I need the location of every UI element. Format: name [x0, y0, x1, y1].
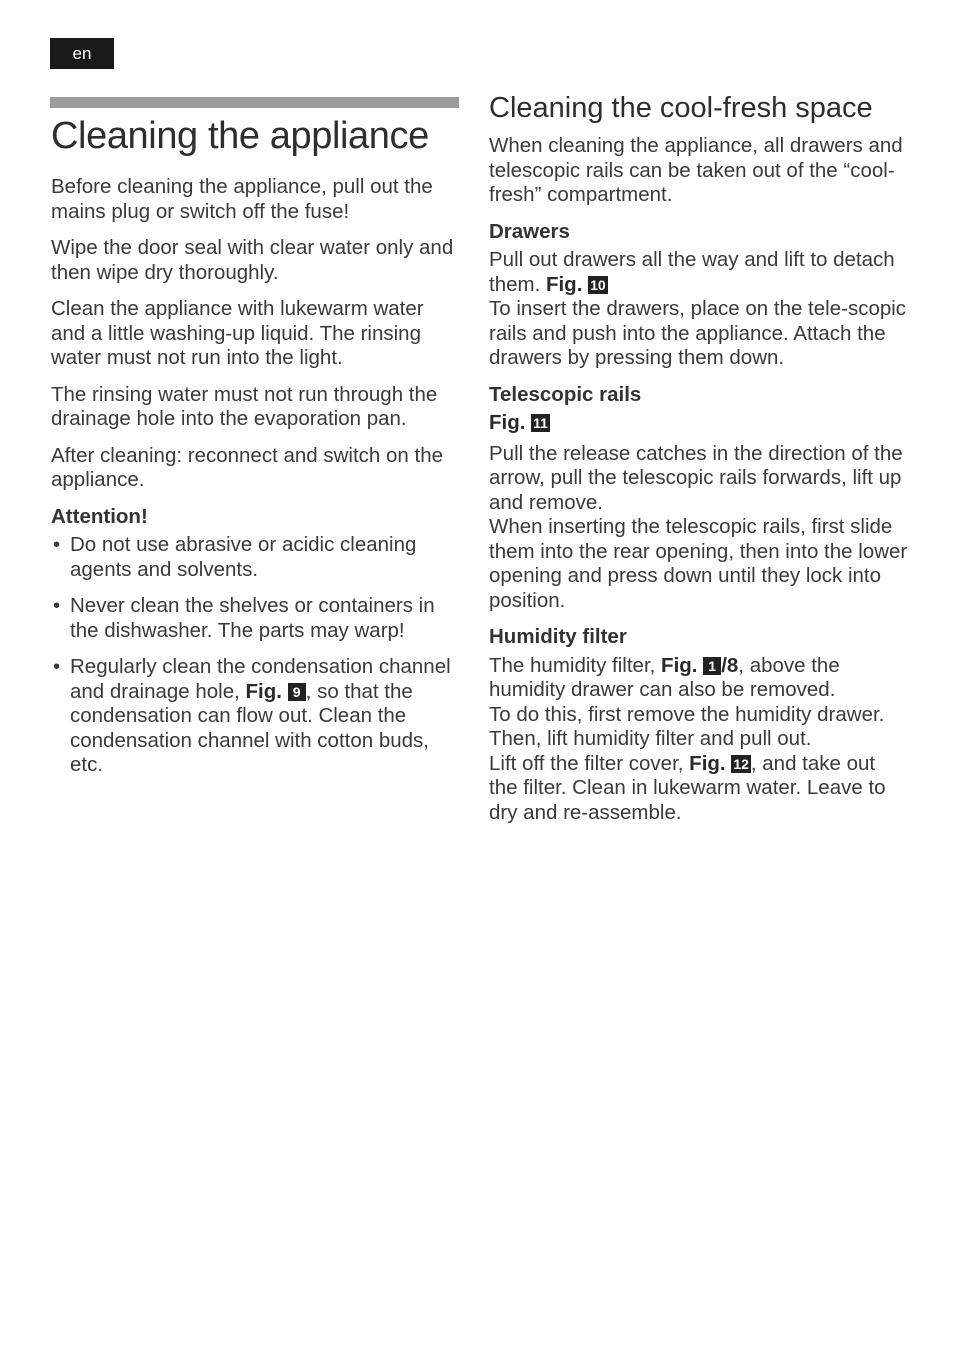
rails-fig-line [489, 411, 909, 436]
section-title: Cleaning the cool-fresh space [489, 92, 873, 124]
attention-heading: Attention! [51, 504, 148, 528]
humidity-text: , above the humidity drawer can also be removed. [489, 653, 840, 702]
attention-list [51, 533, 461, 778]
fig-label: Fig. [545, 272, 583, 296]
rails-insert-paragraph: When inserting the telescopic rails, first slide them into the rear opening, then into the lower opening and press down until they lock into position. [489, 515, 908, 612]
fig-number-badge: 10 [590, 276, 606, 293]
section-rule [50, 97, 459, 108]
rails-heading: Telescopic rails [489, 382, 642, 406]
paragraph-lukewarm: Clean the appliance with lukewarm water and a little washing-up liquid. The rinsing water must not run into the light. [51, 297, 424, 370]
left-column [51, 112, 461, 790]
fig-number-badge: 12 [733, 755, 749, 772]
humidity-paragraph [489, 654, 909, 703]
list-item [51, 594, 461, 643]
humidity-text: Lift off the filter cover, [489, 751, 690, 775]
paragraph-unplug: Before cleaning the appliance, pull out the mains plug or switch off the fuse! [51, 175, 433, 223]
page-title: Cleaning the appliance [51, 115, 429, 157]
fig-label: Fig. [689, 751, 726, 775]
humidity-text: The humidity filter, [489, 653, 662, 677]
fig-number-badge: 9 [288, 683, 306, 701]
humidity-section [489, 654, 909, 826]
list-item [51, 655, 461, 778]
list-item-text: Do not use abrasive or acidic cleaning agents and solvents. [70, 533, 417, 581]
paragraph-reconnect: After cleaning: reconnect and switch on the appliance. [51, 443, 444, 492]
fig-label: Fig. [661, 653, 698, 677]
humidity-text: , and take out the filter. Clean in lukewarm water. Leave to dry and re-assemble. [489, 751, 886, 824]
humidity-heading: Humidity filter [489, 625, 627, 649]
paragraph-drainage: The rinsing water must not run through the drainage hole into the evaporation pan. [51, 382, 438, 431]
drawers-heading: Drawers [489, 219, 570, 243]
bullet-icon: • [53, 594, 61, 618]
rails-section [489, 442, 909, 614]
list-item-text: Regularly clean the condensation channel and drainage hole, [70, 655, 451, 703]
humidity-cover-paragraph [489, 752, 909, 826]
fig-number-badge: 11 [533, 415, 548, 432]
fig-number-badge: 1 [703, 657, 721, 675]
drawers-text: Pull out drawers all the way and lift to detach them. [489, 248, 895, 296]
fig-label: Fig. [489, 411, 526, 435]
list-item-text: , so that the condensation can flow out. Clean the condensation channel with cotton buds, etc. [70, 679, 430, 777]
drawers-insert-paragraph: To insert the drawers, place on the tele-scopic rails and push into the appliance. Attach the drawers by pressing them down. [489, 297, 907, 370]
bullet-icon: • [53, 655, 61, 679]
fig-label: Fig. [245, 679, 282, 703]
fig-suffix: /8 [721, 653, 739, 677]
rails-paragraph: Pull the release catches in the direction of the arrow, pull the telescopic rails forwards, lift up and remove. [489, 441, 903, 514]
list-item-text: Never clean the shelves or containers in the dishwasher. The parts may warp! [70, 594, 435, 642]
drawers-paragraph [489, 248, 909, 297]
list-item [51, 533, 461, 582]
intro-paragraph: When cleaning the appliance, all drawers and telescopic rails can be taken out of the “cool-fresh” compartment. [489, 134, 903, 207]
drawers-section [489, 248, 909, 371]
right-column [489, 92, 909, 837]
language-tab: en [50, 38, 114, 69]
paragraph-door-seal: Wipe the door seal with clear water only and then wipe dry thoroughly. [51, 236, 454, 284]
bullet-icon: • [53, 533, 61, 557]
humidity-remove-paragraph: To do this, first remove the humidity drawer. Then, lift humidity filter and pull out. [489, 702, 885, 751]
